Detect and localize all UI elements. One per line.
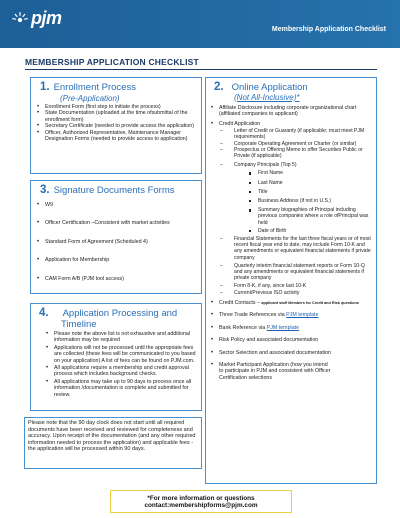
enrollment-section <box>30 77 202 174</box>
credit-contacts-note: applicant staff Members for Credit and Risk questions <box>261 300 359 305</box>
trade-refs-template-link[interactable]: PJM template <box>286 312 319 319</box>
list-item: – Letter of Credit or Guaranty (if applicable; must meet PJM requirements) <box>220 128 372 140</box>
section-number: 4. <box>39 307 49 319</box>
online-list <box>210 105 372 127</box>
list-item: • Officer Certification –Consistent with market activities <box>36 220 196 226</box>
list-item: • All applications may take up to 90 days to process once all information /documentation is complete and submitted for review. <box>45 379 196 398</box>
processing-list <box>45 331 196 398</box>
list-item: Last Name <box>248 180 372 186</box>
list-item: • Risk Policy and associated documentation <box>210 337 372 343</box>
contact-email[interactable]: contact:membershipforms@pjm.com <box>144 502 258 509</box>
title-divider <box>25 69 377 70</box>
section-title: Signature Documents Forms <box>53 185 175 196</box>
list-item: • Application for Membership <box>36 257 196 263</box>
contact-line-1: *For more information or questions <box>147 495 255 502</box>
pjm-logo <box>12 8 62 29</box>
page-title: MEMBERSHIP APPLICATION CHECKLIST <box>25 57 199 67</box>
online-application-section <box>205 77 377 484</box>
section-subtitle: (Not All-Inclusive)* <box>234 93 300 102</box>
list-item: – Corporate Operating Agreement or Charter (or similar) <box>220 141 372 147</box>
list-item: • Sector Selection and associated documentation <box>210 350 372 356</box>
section-subtitle: (Pre-Application) <box>60 94 120 103</box>
list-item: – Quarterly interim financial statement reports or Form 10-Q and any amendments or equivalent financial statements if private company <box>220 263 372 282</box>
section-title: Application Processing and <box>62 308 178 319</box>
section-number: 3. <box>40 184 50 196</box>
list-item: – Current/Previous ISO activity <box>220 290 372 296</box>
section-title: Enrollment Process <box>53 82 136 93</box>
list-item: • State Documentation (uploaded at the time ofsubmittal of the enrollment form) <box>36 110 196 123</box>
list-item: • W9 <box>36 202 196 208</box>
list-item: • All applications require a membership and credit approval process which includes background checks. <box>45 365 196 378</box>
sunburst-logo-icon <box>12 11 28 27</box>
list-item: • Officer, Authorized Representative, Maintenance Manager Designation Forms (needed to provide access to application) <box>36 130 196 143</box>
list-item: First Name <box>248 170 372 176</box>
list-item: • CAM Form A/B (PJM tool access) <box>36 276 196 282</box>
list-item: • Enrollment Form (first step to initiate the process) <box>36 104 196 110</box>
contact-box <box>110 490 292 513</box>
processing-section <box>30 303 202 411</box>
list-item <box>210 312 372 318</box>
list-item: – Prospectus or Offering Memo to offer Securities Public or Private (if applicable) <box>220 147 372 159</box>
list-item: • Affiliate Disclosure including corporate organizational chart (affiliated companies to applicant) <box>210 105 372 118</box>
section-title: Online Application <box>231 82 308 93</box>
logo-text: pjm <box>31 8 62 28</box>
section-number: 1. <box>40 81 50 93</box>
list-item <box>210 300 372 306</box>
credit-sublist <box>220 128 372 168</box>
trade-refs-label: Three Trade References via <box>219 312 287 319</box>
list-item: • Credit Application <box>210 121 372 127</box>
list-item: Summary biographies of Principal including previous companies where a role ofPrincipal was held <box>248 207 372 226</box>
principal-sublist <box>248 170 372 234</box>
section-number: 2. <box>214 81 224 93</box>
bank-ref-label: Bank Reference via <box>219 324 267 331</box>
bank-ref-template-link[interactable]: PJM template <box>266 324 300 331</box>
section-title-line2: Timeline <box>61 319 97 330</box>
list-item: Date of Birth <box>248 228 372 234</box>
header-banner <box>0 0 400 48</box>
list-item: • Please note the above list is not exhaustive and additional information may be required <box>45 331 196 344</box>
list-item: Business Address (if not in U.S.) <box>248 198 372 204</box>
list-item: Title <box>248 189 372 195</box>
document-title: Membership Application Checklist <box>271 26 386 33</box>
online-list-continued <box>210 300 372 381</box>
signature-section <box>30 180 202 294</box>
timeline-note: Please note that the 90 day clock does not start until all required documents have been received and reviewed for completeness and accuracy. Upon receipt of the documentation (and any other required information needed to process the application) and applicable fees - the application will be processed within 90 days. <box>24 417 202 469</box>
list-item <box>210 325 372 331</box>
enrollment-list <box>36 104 196 142</box>
list-item: • Standard Form of Agreement (Scheduled 4) <box>36 239 196 245</box>
signature-list <box>36 202 196 282</box>
list-item: – Form 8-K, if any, since last 10-K <box>220 283 372 289</box>
financial-sublist <box>220 236 372 296</box>
list-item: – Financial Statements for the last three fiscal years or of most recent fiscal year end to date, may include Form 10-K and any amendments or equivalent financial statements if private company <box>220 236 372 261</box>
credit-contacts-label: Credit Contacts – <box>219 299 260 306</box>
list-item: • Applications will not be processed until the appropriate fees are collected (these fees will be communicated to you based on your application) A list of fees can be found on PJM.com. <box>45 345 196 364</box>
list-item: • Market Participant Application (how you intend to participate in PJM and consistent with Officer Certification selections <box>210 362 372 381</box>
list-item: • Secretary Certificate (needed to provide access the application) <box>36 123 196 129</box>
list-item: – Company Principals (Top 5) <box>220 162 372 168</box>
